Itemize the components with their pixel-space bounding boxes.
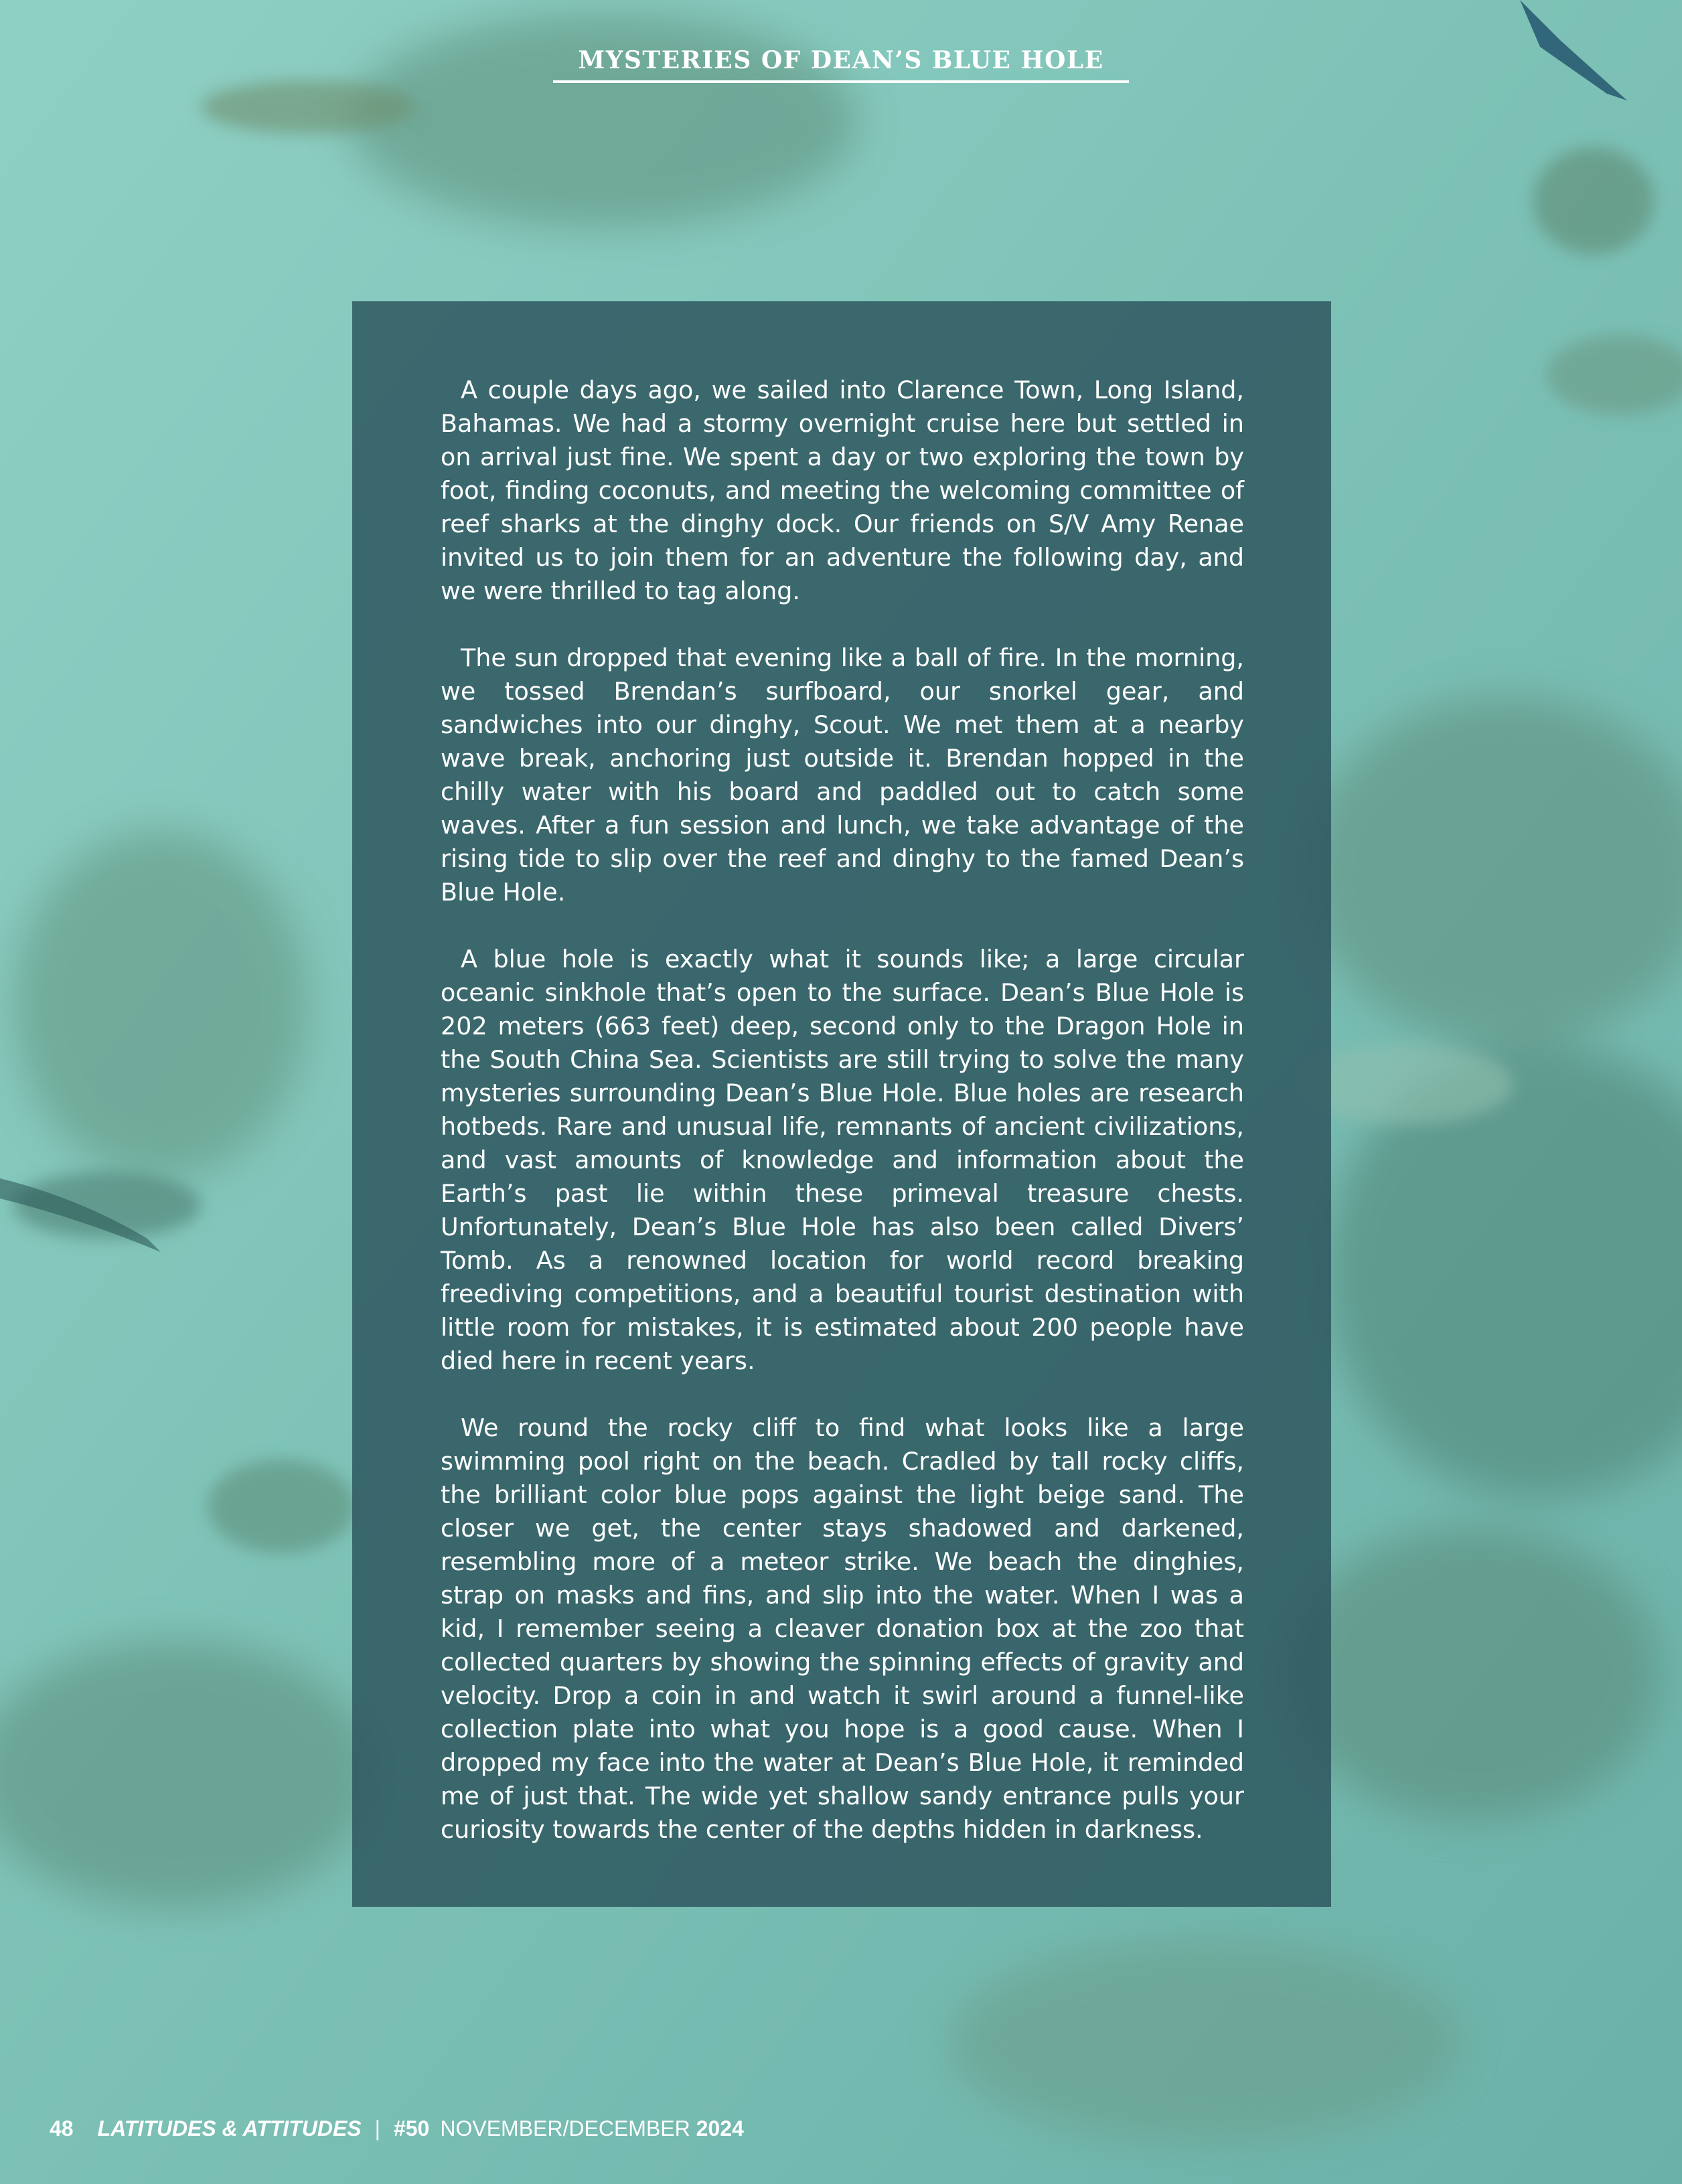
article-body	[441, 374, 1244, 1880]
article-panel	[352, 301, 1331, 1907]
article-paragraph: A couple days ago, we sailed into Clarence Town, Long Island, Bahamas. We had a stormy overnight cruise here but settled in on arrival just fine. We spent a day or two exploring the town by foot, finding coconuts, and meeting the welcoming committee of reef sharks at the dinghy dock. Our friends on S/V Amy Renae invited us to join them for an adventure the following day, and we were thrilled to tag along.	[441, 376, 1244, 605]
issue-year: 2024	[696, 2116, 744, 2140]
article-paragraph: A blue hole is exactly what it sounds like; a large circular oceanic sinkhole that’s open to the surface. Dean’s Blue Hole is 202 meters (663 feet) deep, second only to the Dragon Hole in the South China Sea. Scientists are still trying to solve the many mysteries surrounding Dean’s Blue Hole. Blue holes are research hotbeds. Rare and unusual life, remnants of ancient civilizations, and vast amounts of knowledge and information about the Earth’s past lie within these primeval treasure chests. Unfortunately, Dean’s Blue Hole has also been called Divers’ Tomb. As a renowned location for world record breaking freediving competitions, and a beautiful tourist destination with little room for mistakes, it is estimated about 200 people have died here in recent years.	[441, 945, 1244, 1375]
article-paragraph: We round the rocky cliff to find what looks like a large swimming pool right on the beach. Cradled by tall rocky cliffs, the brilliant color blue pops against the light beige sand. The closer we get, the center stays shadowed and darkened, resembling more of a meteor strike. We beach the dinghies, strap on masks and fins, and slip into the water. When I was a kid, I remember seeing a cleaver donation box at the zoo that collected quarters by showing the spinning effects of gravity and velocity. Drop a coin in and watch it swirl around a funnel-like collection plate into what you hope is a good cause. When I dropped my face into the water at Dean’s Blue Hole, it reminded me of just that. The wide yet shallow sandy entrance pulls your curiosity towards the center of the depths hidden in darkness.	[441, 1413, 1244, 1844]
running-header	[553, 43, 1129, 83]
page-number: 48	[50, 2116, 74, 2140]
page-footer	[50, 2112, 744, 2145]
issue-months: NOVEMBER/DECEMBER	[440, 2116, 690, 2140]
article-paragraph: The sun dropped that evening like a ball of fire. In the morning, we tossed Brendan’s surfboard, our snorkel gear, and sandwiches into our dinghy, Scout. We met them at a nearby wave break, anchoring just outside it. Brendan hopped in the chilly water with his board and paddled out to catch some waves. After a fun session and lunch, we take advantage of the rising tide to slip over the reef and dinghy to the famed Dean’s Blue Hole.	[441, 643, 1244, 907]
header-title: MYSTERIES OF DEAN’S BLUE HOLE	[578, 46, 1104, 74]
issue-number: #50	[393, 2116, 430, 2140]
footer-separator: |	[374, 2116, 380, 2140]
magazine-name: LATITUDES & ATTITUDES	[97, 2116, 362, 2140]
